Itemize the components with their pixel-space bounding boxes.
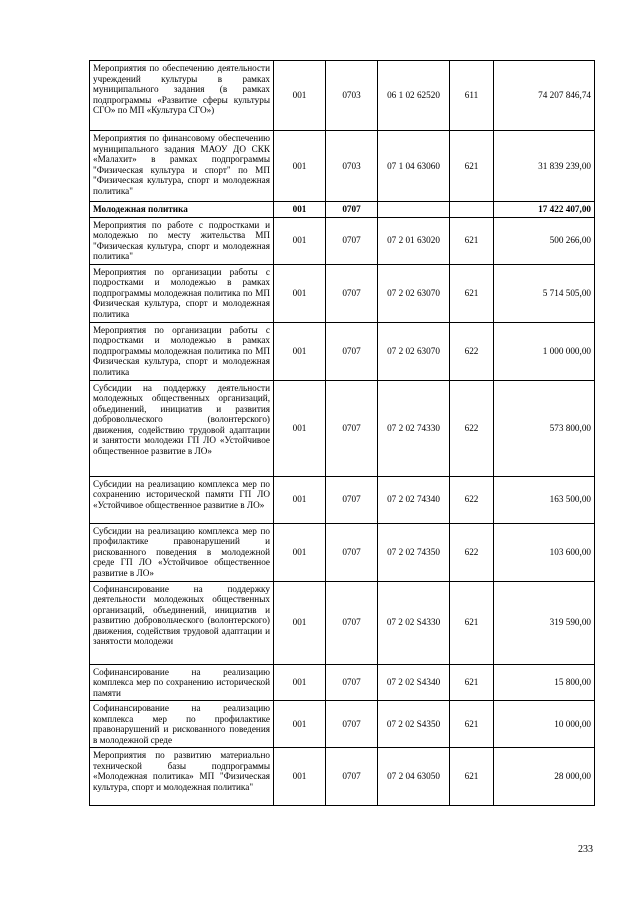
section-code: 0707 — [326, 264, 378, 322]
expense-type: 621 — [450, 264, 494, 322]
amount: 10 000,00 — [494, 701, 595, 748]
row-name: Субсидии на реализацию комплекса мер по профилактике правонарушений и рискованного поведения в молодежной среде ГП ЛО «Устойчивое общественное развитие в ЛО» — [90, 523, 274, 581]
table-row — [90, 322, 595, 380]
ministry-code: 001 — [274, 748, 326, 806]
section-code: 0707 — [326, 202, 378, 218]
expense-type: 621 — [450, 131, 494, 202]
amount: 103 600,00 — [494, 523, 595, 581]
table-row — [90, 476, 595, 523]
table-row — [90, 380, 595, 476]
amount: 74 207 846,74 — [494, 61, 595, 131]
amount: 1 000 000,00 — [494, 322, 595, 380]
table-row — [90, 748, 595, 806]
ministry-code: 001 — [274, 131, 326, 202]
target-article: 07 2 01 63020 — [378, 217, 450, 264]
expense-type: 621 — [450, 217, 494, 264]
section-code: 0707 — [326, 476, 378, 523]
amount: 28 000,00 — [494, 748, 595, 806]
row-name: Субсидии на реализацию комплекса мер по сохранению исторической памяти ГП ЛО «Устойчивое общественное развитие в ЛО» — [90, 476, 274, 523]
row-name: Мероприятия по организации работы с подростками и молодежью в рамках подпрограммы молодежная политика по МП Физическая культура, спорт и молодежная политика — [90, 264, 274, 322]
ministry-code: 001 — [274, 61, 326, 131]
amount: 500 266,00 — [494, 217, 595, 264]
row-name: Софинансирование на поддержку деятельности молодежных общественных организаций, объединений, инициатив и развитию добровольческого (волонтерского) движения, содействия трудовой адаптации и занятости молодежи — [90, 581, 274, 664]
target-article: 07 2 02 74330 — [378, 380, 450, 476]
section-code: 0707 — [326, 523, 378, 581]
section-code: 0707 — [326, 748, 378, 806]
section-code: 0707 — [326, 664, 378, 701]
amount: 573 800,00 — [494, 380, 595, 476]
table-row — [90, 581, 595, 664]
target-article: 06 1 02 62520 — [378, 61, 450, 131]
table-body — [90, 61, 595, 806]
section-code: 0703 — [326, 61, 378, 131]
expense-type: 622 — [450, 322, 494, 380]
ministry-code: 001 — [274, 523, 326, 581]
page-number: 233 — [578, 844, 593, 855]
table-row — [90, 61, 595, 131]
amount: 15 800,00 — [494, 664, 595, 701]
row-name: Молодежная политика — [90, 202, 274, 218]
table-row — [90, 217, 595, 264]
expense-type: 622 — [450, 476, 494, 523]
expense-type — [450, 202, 494, 218]
ministry-code: 001 — [274, 664, 326, 701]
expense-type: 621 — [450, 748, 494, 806]
ministry-code: 001 — [274, 217, 326, 264]
ministry-code: 001 — [274, 322, 326, 380]
section-code: 0707 — [326, 322, 378, 380]
table-row — [90, 264, 595, 322]
expense-type: 621 — [450, 581, 494, 664]
target-article: 07 1 04 63060 — [378, 131, 450, 202]
ministry-code: 001 — [274, 581, 326, 664]
section-code: 0707 — [326, 581, 378, 664]
ministry-code: 001 — [274, 380, 326, 476]
target-article: 07 2 02 S4340 — [378, 664, 450, 701]
table-row — [90, 523, 595, 581]
target-article: 07 2 04 63050 — [378, 748, 450, 806]
row-name: Софинансирование на реализацию комплекса мер по сохранению исторической памяти — [90, 664, 274, 701]
ministry-code: 001 — [274, 264, 326, 322]
ministry-code: 001 — [274, 202, 326, 218]
row-name: Мероприятия по развитию материально технической базы подпрограммы «Молодежная политика» МП "Физическая культура, спорт и молодежная политика" — [90, 748, 274, 806]
target-article: 07 2 02 63070 — [378, 264, 450, 322]
row-name: Мероприятия по работе с подростками и молодежью по месту жительства МП "Физическая культура, спорт и молодежная политика" — [90, 217, 274, 264]
section-code: 0707 — [326, 217, 378, 264]
ministry-code: 001 — [274, 476, 326, 523]
section-code: 0707 — [326, 701, 378, 748]
section-code: 0707 — [326, 380, 378, 476]
expense-type: 622 — [450, 380, 494, 476]
ministry-code: 001 — [274, 701, 326, 748]
section-code: 0703 — [326, 131, 378, 202]
row-name: Субсидии на поддержку деятельности молодежных общественных организаций, объединений, инициатив и развития добровольческого (волонтерского) движения, содействию трудовой адаптации и занятости молодежи ГП ЛО «Устойчивое общественное развитие в ЛО» — [90, 380, 274, 476]
expense-type: 622 — [450, 523, 494, 581]
amount: 31 839 239,00 — [494, 131, 595, 202]
expense-type: 611 — [450, 61, 494, 131]
row-name: Мероприятия по организации работы с подростками и молодежью в рамках подпрограммы молодежная политика по МП Физическая культура, спорт и молодежная политика — [90, 322, 274, 380]
target-article: 07 2 02 74340 — [378, 476, 450, 523]
table-row — [90, 701, 595, 748]
amount: 163 500,00 — [494, 476, 595, 523]
row-name: Софинансирование на реализацию комплекса мер по профилактике правонарушений и рискованного поведения в молодежной среде — [90, 701, 274, 748]
row-name: Мероприятия по обеспечению деятельности учреждений культуры в рамках муниципального задания (в рамках подпрограммы «Развитие сферы культуры СГО» по МП «Культура СГО») — [90, 61, 274, 131]
expense-type: 621 — [450, 664, 494, 701]
target-article: 07 2 02 74350 — [378, 523, 450, 581]
table-row — [90, 664, 595, 701]
section-row — [90, 202, 595, 218]
target-article: 07 2 02 S4330 — [378, 581, 450, 664]
target-article: 07 2 02 S4350 — [378, 701, 450, 748]
target-article — [378, 202, 450, 218]
amount: 5 714 505,00 — [494, 264, 595, 322]
target-article: 07 2 02 63070 — [378, 322, 450, 380]
amount: 17 422 407,00 — [494, 202, 595, 218]
expense-type: 621 — [450, 701, 494, 748]
budget-table — [89, 60, 595, 806]
table-row — [90, 131, 595, 202]
amount: 319 590,00 — [494, 581, 595, 664]
row-name: Мероприятия по финансовому обеспечению муниципального задания МАОУ ДО СКК «Малахит» в рамках подпрограммы "Физическая культура и спорт" по МП "Физическая культура, спорт и молодежная политика" — [90, 131, 274, 202]
